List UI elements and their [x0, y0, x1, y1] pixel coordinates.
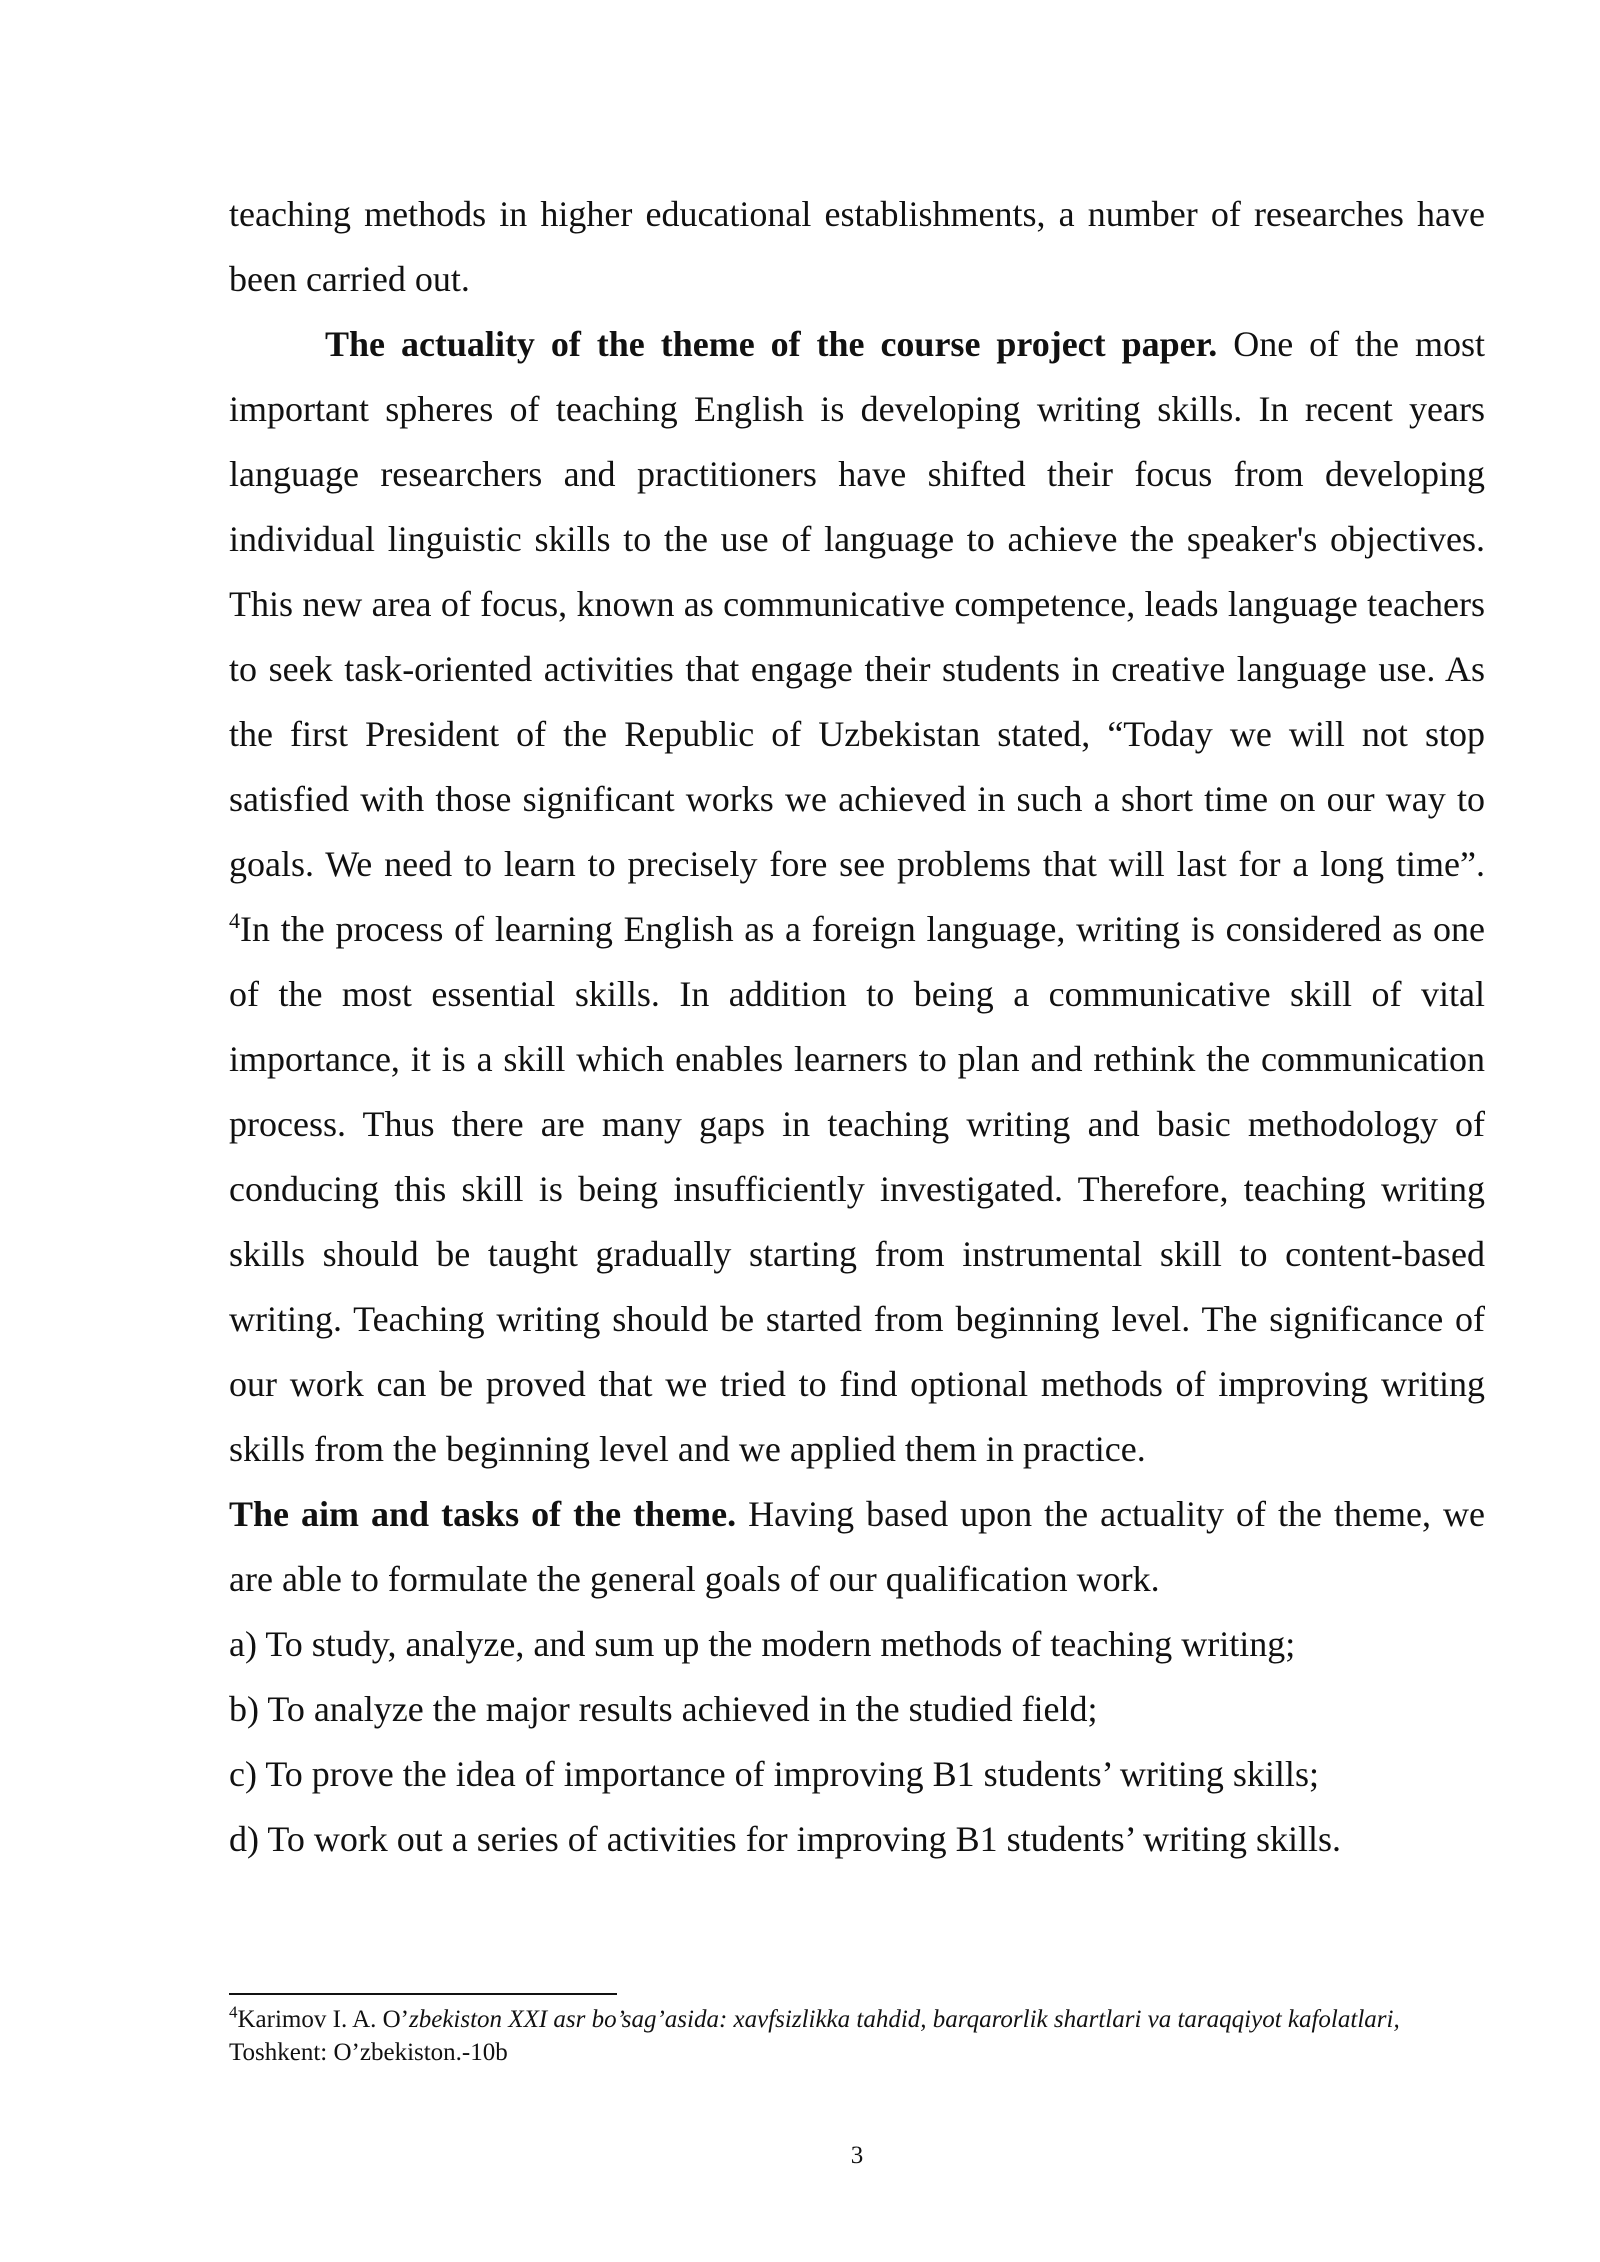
actuality-text-after-ref: In the process of learning English as a foreign language, writing is considered as one of the most essential skills. In addition to being a communicative skill of vital importance, it is a skill which enables learners to plan and rethink the communication process. Thus there are many gaps in teaching writing and basic methodology of conducing this skill is being insufficiently investigated. Therefore, teaching writing skills should be taught gradually starting from instrumental skill to content-based writing. Teaching writing should be started from beginning level. The significance of our work can be proved that we tried to find optional methods of improving writing skills from the beginning level and we applied them in practice. [229, 909, 1485, 1469]
footnote-separator [229, 1993, 617, 1995]
task-item-a: a) To study, analyze, and sum up the modern methods of teaching writing; [229, 1624, 1296, 1664]
task-item-d: d) To work out a series of activities for improving B1 students’ writing skills. [229, 1819, 1342, 1859]
task-item-c: c) To prove the idea of importance of improving B1 students’ writing skills; [229, 1754, 1319, 1794]
intro-continuation-paragraph: teaching methods in higher educational establishments, a number of researches have been carried out. [229, 194, 1485, 299]
footnote-author: Karimov I. A. O’ [237, 2006, 409, 2033]
aim-heading: The aim and tasks of the theme. [229, 1494, 737, 1534]
footnote [229, 2003, 1485, 2069]
page-number: 3 [850, 2142, 864, 2169]
page-body [229, 182, 1485, 1872]
footnote-title: zbekiston XXI asr bo’sag’asida: xavfsizlikka tahdid, barqarorlik shartlari va taraqqiyot kafolatlari, [409, 2006, 1400, 2033]
footnote-reference[interactable]: 4 [229, 908, 240, 933]
aim-paragraph [229, 1482, 1485, 1612]
footnote-mark: 4 [229, 2002, 238, 2022]
actuality-heading: The actuality of the theme of the course project paper. [325, 324, 1218, 364]
aim-text: Having based upon the actuality of the theme, we are able to formulate the general goals of our qualification work. [229, 1494, 1485, 1599]
footnote-publisher: Toshkent: O’zbekiston.-10b [229, 2039, 508, 2066]
actuality-paragraph [229, 312, 1485, 1482]
actuality-text-before-ref: One of the most important spheres of teaching English is developing writing skills. In recent years language researchers and practitioners have shifted their focus from developing individual linguistic skills to the use of language to achieve the speaker's objectives. This new area of focus, known as communicative competence, leads language teachers to seek task-oriented activities that engage their students in creative language use. As the first President of the Republic of Uzbekistan stated, “Today we will not stop satisfied with those significant works we achieved in such a short time on our way to goals. We need to learn to precisely fore see problems that will last for a long time”. [229, 324, 1485, 884]
task-item-b: b) To analyze the major results achieved in the studied field; [229, 1689, 1098, 1729]
